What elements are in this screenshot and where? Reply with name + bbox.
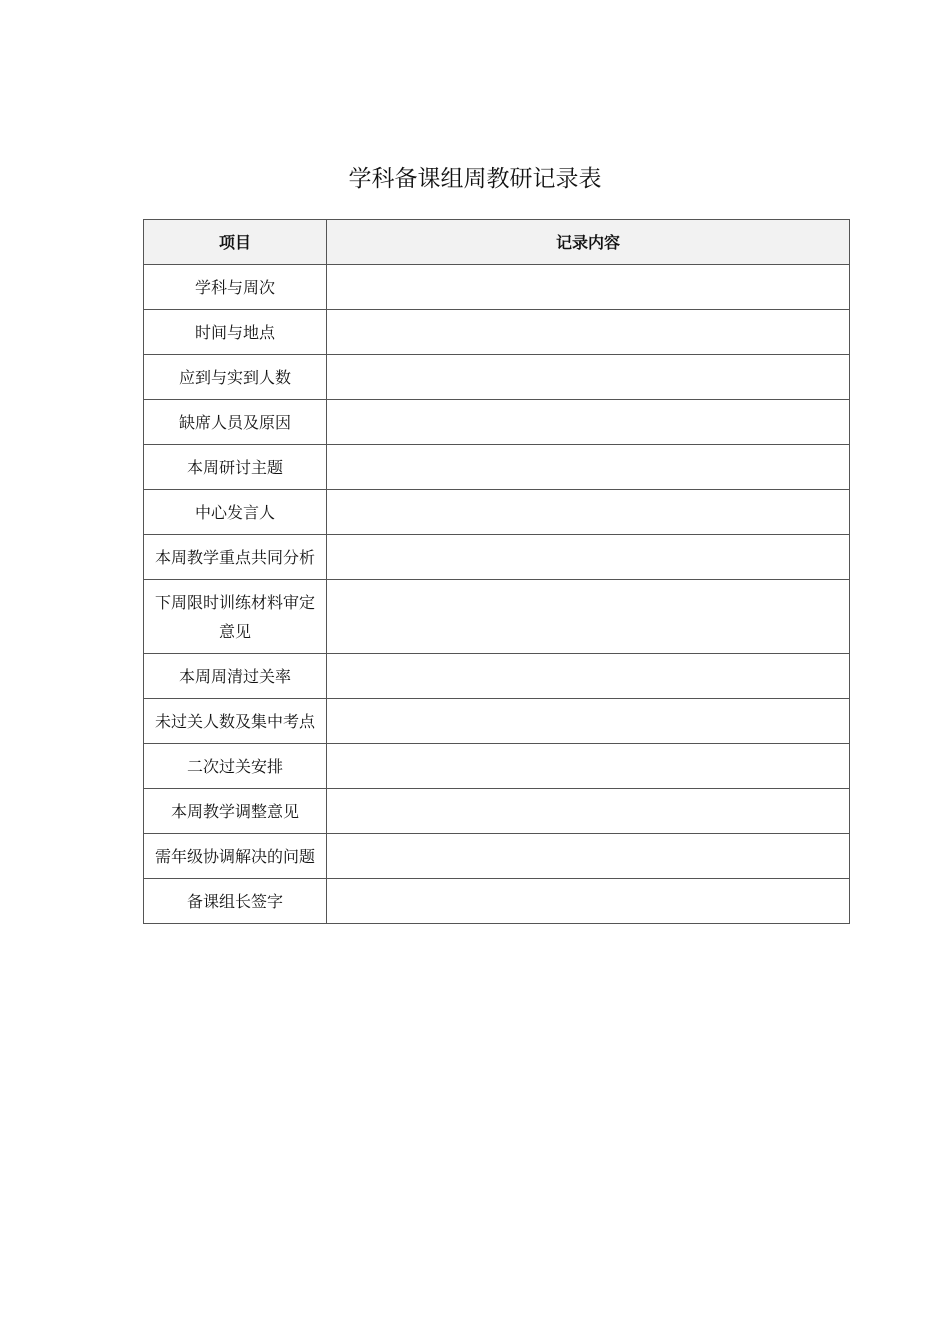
row-content-cell[interactable] [327,445,850,490]
table-row [144,535,850,580]
row-label: 应到与实到人数 [144,355,327,400]
row-content-cell[interactable] [327,265,850,310]
page-title: 学科备课组周教研记录表 [348,166,602,192]
row-label: 需年级协调解决的问题 [144,834,327,879]
table-row [144,445,850,490]
row-label: 学科与周次 [144,265,327,310]
table-row [144,400,850,445]
row-content-cell[interactable] [327,580,850,654]
row-content-cell[interactable] [327,834,850,879]
row-content-cell[interactable] [327,879,850,924]
table-row [144,310,850,355]
row-label: 本周教学调整意见 [144,789,327,834]
row-label: 下周限时训练材料审定意见 [144,580,327,654]
row-content-cell[interactable] [327,400,850,445]
record-table [143,219,850,924]
table-row [144,699,850,744]
row-label: 缺席人员及原因 [144,400,327,445]
row-label: 本周周清过关率 [144,654,327,699]
row-label: 本周教学重点共同分析 [144,535,327,580]
table-row [144,789,850,834]
row-content-cell[interactable] [327,535,850,580]
table-row [144,355,850,400]
row-label: 时间与地点 [144,310,327,355]
table-row [144,654,850,699]
row-content-cell[interactable] [327,744,850,789]
row-label: 二次过关安排 [144,744,327,789]
row-content-cell[interactable] [327,654,850,699]
row-content-cell[interactable] [327,699,850,744]
table-row [144,265,850,310]
table-row [144,580,850,654]
row-label: 本周研讨主题 [144,445,327,490]
table-row [144,490,850,535]
header-content: 记录内容 [327,220,850,265]
table-row [144,834,850,879]
row-label: 备课组长签字 [144,879,327,924]
table-header-row [144,220,850,265]
row-content-cell[interactable] [327,310,850,355]
row-label: 中心发言人 [144,490,327,535]
table-row [144,879,850,924]
row-label: 未过关人数及集中考点 [144,699,327,744]
row-content-cell[interactable] [327,355,850,400]
header-item: 项目 [144,220,327,265]
row-content-cell[interactable] [327,490,850,535]
row-content-cell[interactable] [327,789,850,834]
table-row [144,744,850,789]
